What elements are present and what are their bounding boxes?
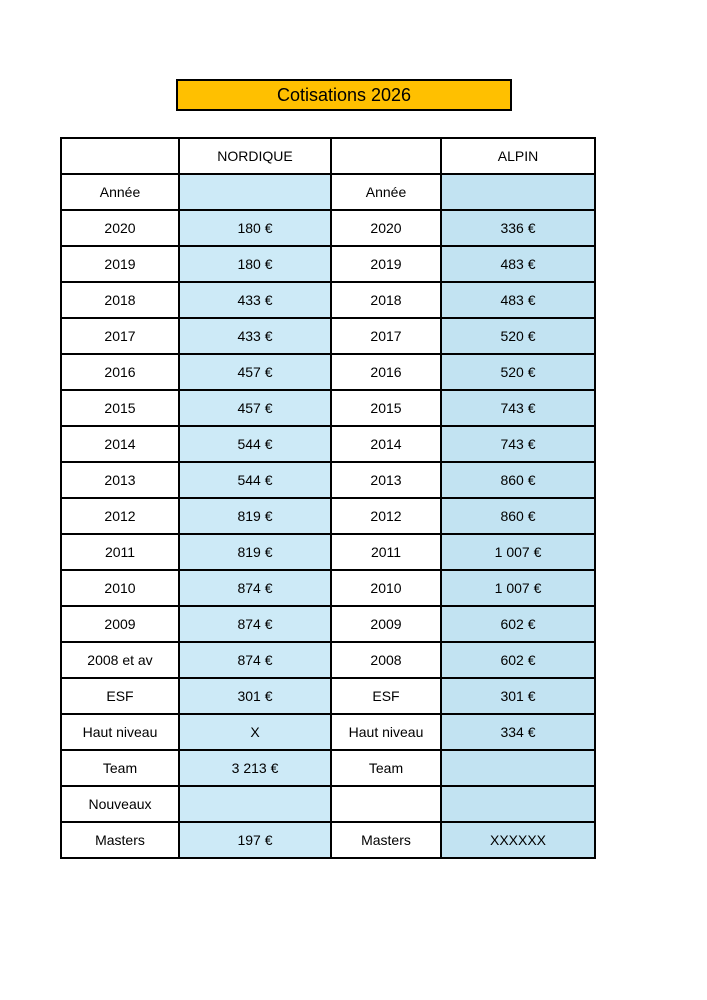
table-cell-c4: 334 € — [441, 714, 595, 750]
table-cell-c1: Année — [61, 174, 179, 210]
table-cell-c2: 544 € — [179, 426, 331, 462]
table-cell-c4: 602 € — [441, 606, 595, 642]
table-cell-c3: 2012 — [331, 498, 441, 534]
table-cell-c3: 2017 — [331, 318, 441, 354]
table-cell-c2: 874 € — [179, 606, 331, 642]
table-cell-c4: 860 € — [441, 462, 595, 498]
table-cell-c3 — [331, 786, 441, 822]
table-cell-c3: ESF — [331, 678, 441, 714]
table-row — [61, 534, 595, 570]
table-cell-c3: 2015 — [331, 390, 441, 426]
header-cell-alpin: ALPIN — [441, 138, 595, 174]
table-cell-c4: 743 € — [441, 426, 595, 462]
table-cell-c3: Masters — [331, 822, 441, 858]
table-cell-c1: 2018 — [61, 282, 179, 318]
header-cell-nordique: NORDIQUE — [179, 138, 331, 174]
table-row — [61, 642, 595, 678]
table-row — [61, 318, 595, 354]
table-cell-c2: 544 € — [179, 462, 331, 498]
table-cell-c3: 2008 — [331, 642, 441, 678]
table-cell-c2: 180 € — [179, 210, 331, 246]
table-cell-c3: 2018 — [331, 282, 441, 318]
table-row — [61, 282, 595, 318]
table-cell-c4: 520 € — [441, 318, 595, 354]
cotisations-table — [60, 137, 596, 859]
table-cell-c4: 602 € — [441, 642, 595, 678]
table-cell-c1: 2017 — [61, 318, 179, 354]
table-cell-c3: 2011 — [331, 534, 441, 570]
table-row — [61, 174, 595, 210]
table-cell-c1: 2014 — [61, 426, 179, 462]
table-cell-c2: X — [179, 714, 331, 750]
table-cell-c4: XXXXXX — [441, 822, 595, 858]
table-cell-c2 — [179, 786, 331, 822]
table-cell-c4: 1 007 € — [441, 570, 595, 606]
table-cell-c2: 433 € — [179, 318, 331, 354]
header-row — [61, 138, 595, 174]
table-cell-c3: 2019 — [331, 246, 441, 282]
table-cell-c4: 483 € — [441, 246, 595, 282]
table-cell-c3: Année — [331, 174, 441, 210]
table-cell-c4: 483 € — [441, 282, 595, 318]
table-cell-c1: 2015 — [61, 390, 179, 426]
table-cell-c4 — [441, 786, 595, 822]
table-cell-c2: 457 € — [179, 390, 331, 426]
table-cell-c1: 2016 — [61, 354, 179, 390]
table-row — [61, 354, 595, 390]
table-row — [61, 462, 595, 498]
table-cell-c1: 2013 — [61, 462, 179, 498]
table-cell-c4: 860 € — [441, 498, 595, 534]
table-cell-c1: 2020 — [61, 210, 179, 246]
table-row — [61, 606, 595, 642]
table-cell-c4: 520 € — [441, 354, 595, 390]
table-row — [61, 498, 595, 534]
table-cell-c1: 2008 et av — [61, 642, 179, 678]
table-cell-c1: 2019 — [61, 246, 179, 282]
table-cell-c3: 2010 — [331, 570, 441, 606]
table-cell-c4: 743 € — [441, 390, 595, 426]
page-title: Cotisations 2026 — [176, 79, 512, 111]
table-row — [61, 210, 595, 246]
table-cell-c2: 874 € — [179, 570, 331, 606]
table-cell-c4 — [441, 750, 595, 786]
table-row — [61, 750, 595, 786]
table-cell-c3: Team — [331, 750, 441, 786]
table-row — [61, 426, 595, 462]
table-cell-c2 — [179, 174, 331, 210]
table-cell-c2: 819 € — [179, 534, 331, 570]
table-cell-c1: Masters — [61, 822, 179, 858]
table-cell-c1: 2010 — [61, 570, 179, 606]
table-cell-c2: 301 € — [179, 678, 331, 714]
table-cell-c2: 433 € — [179, 282, 331, 318]
table-row — [61, 822, 595, 858]
table-cell-c3: Haut niveau — [331, 714, 441, 750]
table-row — [61, 246, 595, 282]
table-cell-c3: 2020 — [331, 210, 441, 246]
table-row — [61, 390, 595, 426]
table-cell-c2: 180 € — [179, 246, 331, 282]
table-cell-c4: 301 € — [441, 678, 595, 714]
header-cell-col3 — [331, 138, 441, 174]
table-row — [61, 714, 595, 750]
table-cell-c4: 1 007 € — [441, 534, 595, 570]
table-row — [61, 678, 595, 714]
table-cell-c1: Haut niveau — [61, 714, 179, 750]
table-row — [61, 570, 595, 606]
table-cell-c4: 336 € — [441, 210, 595, 246]
table-cell-c1: 2009 — [61, 606, 179, 642]
table-cell-c2: 874 € — [179, 642, 331, 678]
table-cell-c1: ESF — [61, 678, 179, 714]
table-cell-c1: 2012 — [61, 498, 179, 534]
table-row — [61, 786, 595, 822]
table-cell-c1: Nouveaux — [61, 786, 179, 822]
table-cell-c3: 2014 — [331, 426, 441, 462]
table-cell-c3: 2009 — [331, 606, 441, 642]
header-cell-col1 — [61, 138, 179, 174]
table-cell-c2: 3 213 € — [179, 750, 331, 786]
table-cell-c3: 2013 — [331, 462, 441, 498]
table-cell-c2: 819 € — [179, 498, 331, 534]
table-cell-c2: 197 € — [179, 822, 331, 858]
table-cell-c3: 2016 — [331, 354, 441, 390]
table-cell-c4 — [441, 174, 595, 210]
table-cell-c2: 457 € — [179, 354, 331, 390]
table-cell-c1: 2011 — [61, 534, 179, 570]
table-cell-c1: Team — [61, 750, 179, 786]
